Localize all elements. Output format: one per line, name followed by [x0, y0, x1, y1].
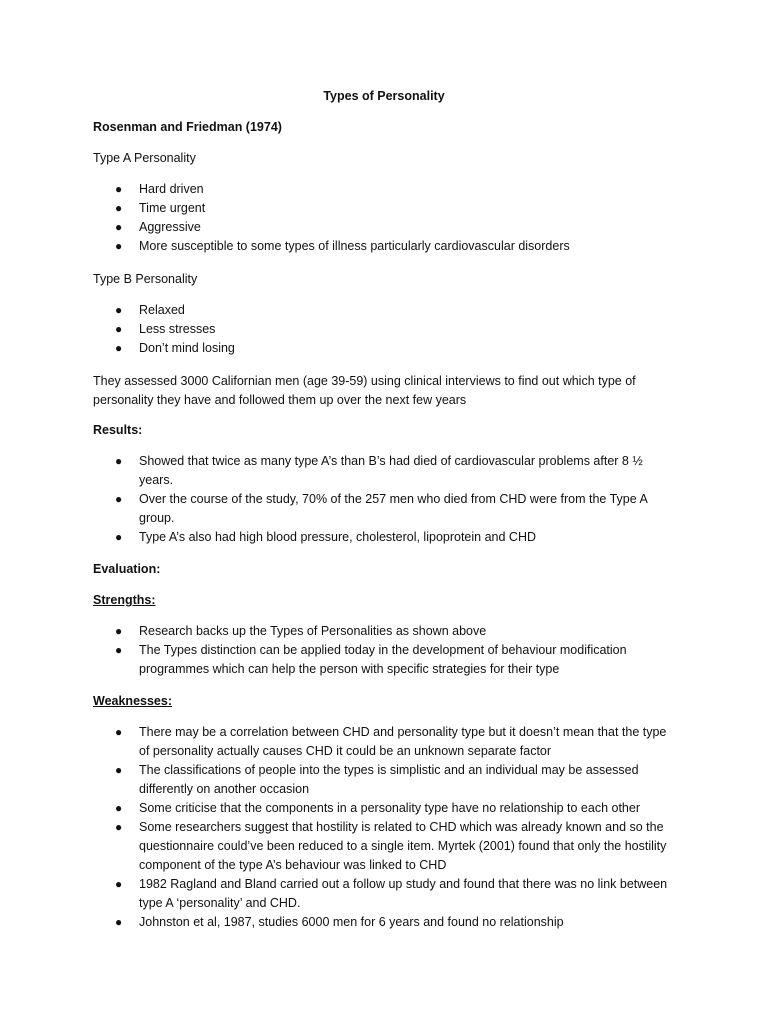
bullet-icon: ●: [115, 530, 123, 544]
type-a-list: [114, 180, 679, 256]
list-item: ● Over the course of the study, 70% of the 257 men who died from CHD were from the Type A group.: [115, 492, 648, 525]
bullet-icon: ●: [115, 877, 123, 891]
bullet-icon: ●: [115, 725, 123, 739]
weaknesses-heading: Weaknesses:: [93, 694, 172, 708]
list-item: ● Research backs up the Types of Personalities as shown above: [114, 622, 679, 641]
bullet-icon: ●: [115, 303, 123, 317]
evaluation-heading: Evaluation:: [93, 562, 161, 576]
strengths-list: [114, 622, 679, 679]
bullet-icon: ●: [115, 220, 123, 234]
list-item: ● Type A’s also had high blood pressure, cholesterol, lipoprotein and CHD: [114, 528, 679, 547]
weaknesses-list: [114, 723, 679, 932]
list-item: ● Some criticise that the components in a personality type have no relationship to each other: [114, 799, 679, 818]
bullet-icon: ●: [115, 182, 123, 196]
list-item: ● The classifications of people into the types is simplistic and an individual may be assessed differently on another occasion: [115, 763, 639, 796]
results-heading: Results:: [93, 423, 143, 437]
bullet-icon: ●: [115, 454, 123, 468]
bullet-icon: ●: [115, 763, 123, 777]
list-item: ● 1982 Ragland and Bland carried out a follow up study and found that there was no link between type A ‘personality’ and CHD.: [115, 877, 668, 910]
list-item: ● Some researchers suggest that hostility is related to CHD which was already known and so the questionnaire could’ve been reduced to a single item. Myrtek (2001) found that only the hostility component of the type A’s behaviour was linked to CHD: [115, 820, 667, 872]
list-item: ● Aggressive: [114, 218, 679, 237]
bullet-icon: ●: [115, 820, 123, 834]
bullet-icon: ●: [115, 341, 123, 355]
bullet-icon: ●: [115, 322, 123, 336]
type-a-heading: Type A Personality: [93, 151, 196, 165]
list-item: ● Don’t mind losing: [114, 339, 679, 358]
list-item: ● Relaxed: [114, 301, 679, 320]
bullet-icon: ●: [115, 492, 123, 506]
list-item: ● Hard driven: [114, 180, 679, 199]
list-item: ● Showed that twice as many type A’s than B’s had died of cardiovascular problems after 8 ½ years.: [115, 454, 643, 487]
list-item: ● Less stresses: [114, 320, 679, 339]
list-item: ● More susceptible to some types of illness particularly cardiovascular disorders: [114, 237, 679, 256]
list-item: ● There may be a correlation between CHD and personality type but it doesn’t mean that the type of personality actually causes CHD it could be an unknown separate factor: [115, 725, 667, 758]
list-item: ● The Types distinction can be applied today in the development of behaviour modification programmes which can help the person with specific strategies for their type: [115, 643, 627, 676]
method-paragraph: They assessed 3000 Californian men (age 39-59) using clinical interviews to find out which type of personality they have and followed them up over the next few years: [93, 374, 636, 407]
type-b-heading: Type B Personality: [93, 272, 198, 286]
bullet-icon: ●: [115, 201, 123, 215]
page-title: Types of Personality: [323, 89, 445, 103]
bullet-icon: ●: [115, 915, 123, 929]
bullet-icon: ●: [115, 643, 123, 657]
list-item: ● Time urgent: [114, 199, 679, 218]
bullet-icon: ●: [115, 239, 123, 253]
results-list: [114, 452, 679, 547]
strengths-heading: Strengths:: [93, 593, 156, 607]
bullet-icon: ●: [115, 624, 123, 638]
type-b-list: [114, 301, 679, 358]
list-item: ● Johnston et al, 1987, studies 6000 men for 6 years and found no relationship: [114, 913, 679, 932]
study-heading: Rosenman and Friedman (1974): [93, 120, 282, 134]
bullet-icon: ●: [115, 801, 123, 815]
